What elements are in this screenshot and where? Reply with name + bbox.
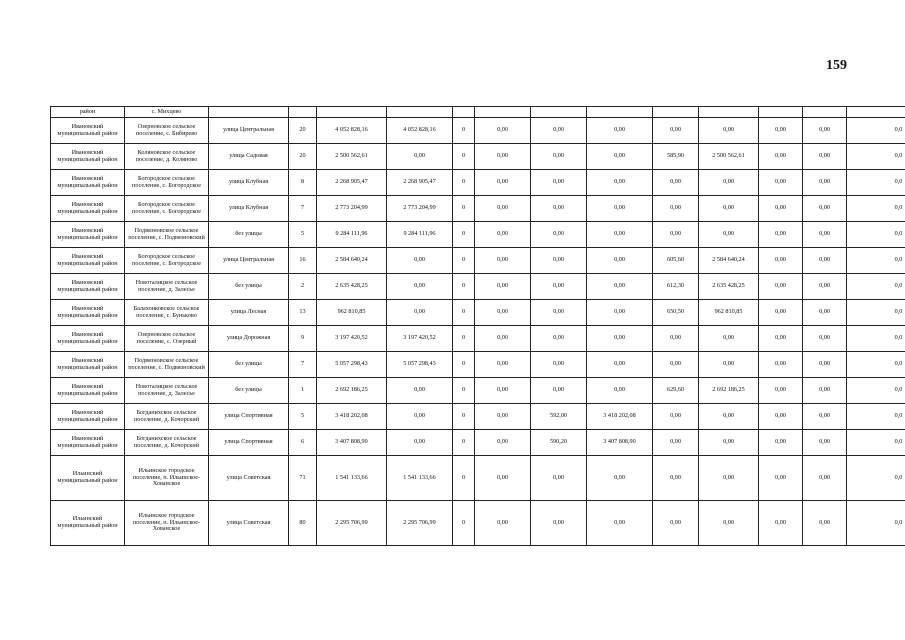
table-cell xyxy=(531,107,587,118)
table-cell: 0,00 xyxy=(759,248,803,274)
table-cell: 0,00 xyxy=(531,378,587,404)
table-cell: улица Садовая xyxy=(209,144,289,170)
table-cell: Новоталицкое сельское поселение, д. Залесье xyxy=(125,378,209,404)
table-cell: 0,00 xyxy=(803,352,847,378)
table-cell: 0,00 xyxy=(699,222,759,248)
table-cell: улица Центральная xyxy=(209,118,289,144)
table-cell: 9 xyxy=(289,326,317,352)
table-cell: 7 xyxy=(289,196,317,222)
table-cell: 0,00 xyxy=(531,456,587,501)
table-cell: Ивановский муниципальный район xyxy=(51,430,125,456)
table-cell: Коляновское сельское поселение, д. Коляново xyxy=(125,144,209,170)
table-row xyxy=(51,274,905,300)
table-row xyxy=(51,404,905,430)
table-cell: 0,00 xyxy=(803,456,847,501)
table-cell: 0,00 xyxy=(803,144,847,170)
table-cell: с. Михцево xyxy=(125,107,209,118)
table-row xyxy=(51,326,905,352)
table-cell: 0,0 xyxy=(847,144,905,170)
table-cell: 0,00 xyxy=(587,274,653,300)
table-cell: Ильинский муниципальный район xyxy=(51,456,125,501)
table-cell: 2 xyxy=(289,274,317,300)
table-cell: 0,00 xyxy=(759,501,803,546)
table-cell: 0,00 xyxy=(475,404,531,430)
table-cell: Богородское сельское поселение, с. Богородское xyxy=(125,248,209,274)
table-cell: 0,00 xyxy=(587,248,653,274)
table-cell: 0,00 xyxy=(653,456,699,501)
table-cell: 0 xyxy=(453,501,475,546)
table-cell: 0,00 xyxy=(587,196,653,222)
table-cell: 0,00 xyxy=(387,248,453,274)
table-cell: Подвязновское сельское поселение, с. Подвязновский xyxy=(125,352,209,378)
table-cell: 0,00 xyxy=(699,326,759,352)
table-cell: улица Спортивная xyxy=(209,430,289,456)
table-cell: 0,00 xyxy=(587,378,653,404)
table-cell: 0 xyxy=(453,222,475,248)
table-cell: 0,0 xyxy=(847,118,905,144)
table-cell: 0,00 xyxy=(587,352,653,378)
table-row xyxy=(51,196,905,222)
table-cell: 5 xyxy=(289,404,317,430)
table-row xyxy=(51,170,905,196)
table-cell: 0,00 xyxy=(759,404,803,430)
table-cell: без улицы xyxy=(209,378,289,404)
table-cell: 0,0 xyxy=(847,456,905,501)
table-cell: 0,00 xyxy=(387,378,453,404)
table-cell: 2 295 706,99 xyxy=(387,501,453,546)
table-cell: 20 xyxy=(289,118,317,144)
table-cell: Балахонковское сельское поселение, с. Буньково xyxy=(125,300,209,326)
table-cell: 3 197 420,52 xyxy=(317,326,387,352)
table-cell: 0,00 xyxy=(475,456,531,501)
table-cell: 0,00 xyxy=(531,170,587,196)
table-cell: 0,00 xyxy=(653,326,699,352)
data-table xyxy=(50,106,905,546)
table-cell: 0,00 xyxy=(759,430,803,456)
table-cell: 962 810,85 xyxy=(317,300,387,326)
table-cell: 0,00 xyxy=(587,170,653,196)
table-cell: 0,0 xyxy=(847,404,905,430)
table-cell: 0,00 xyxy=(803,430,847,456)
table-cell: 5 057 298,43 xyxy=(387,352,453,378)
table-cell: без улицы xyxy=(209,274,289,300)
table-cell: Ивановский муниципальный район xyxy=(51,144,125,170)
table-cell: 0,00 xyxy=(475,378,531,404)
table-cell: 0,00 xyxy=(759,300,803,326)
table-cell: без улицы xyxy=(209,352,289,378)
table-cell: 0,00 xyxy=(699,118,759,144)
table-cell: 0,00 xyxy=(803,300,847,326)
table-cell: 0,00 xyxy=(803,378,847,404)
table-row xyxy=(51,352,905,378)
table-cell: Ивановский муниципальный район xyxy=(51,300,125,326)
table-cell: 650,50 xyxy=(653,300,699,326)
table-cell xyxy=(317,107,387,118)
table-cell: 0,00 xyxy=(653,196,699,222)
table-cell: улица Советская xyxy=(209,456,289,501)
table-cell: 0,00 xyxy=(803,170,847,196)
table-cell: Ивановский муниципальный район xyxy=(51,118,125,144)
table-cell: 3 418 202,08 xyxy=(587,404,653,430)
table-cell: Ильинский муниципальный район xyxy=(51,501,125,546)
table-cell: 590,20 xyxy=(531,430,587,456)
table-cell xyxy=(699,107,759,118)
table-cell: 605,60 xyxy=(653,248,699,274)
table-row xyxy=(51,144,905,170)
table-cell: 0,00 xyxy=(699,404,759,430)
table-cell: 592,00 xyxy=(531,404,587,430)
table-cell: 0 xyxy=(453,144,475,170)
table-cell: Ивановский муниципальный район xyxy=(51,352,125,378)
table-cell: 0,0 xyxy=(847,274,905,300)
table-row xyxy=(51,430,905,456)
table-cell xyxy=(759,107,803,118)
table-cell: 2 268 905,47 xyxy=(387,170,453,196)
table-cell: 0,0 xyxy=(847,501,905,546)
table-cell: 2 692 186,25 xyxy=(317,378,387,404)
table-cell: 2 295 706,99 xyxy=(317,501,387,546)
table-cell: 0,00 xyxy=(653,170,699,196)
table-cell: 0,0 xyxy=(847,378,905,404)
table-cell: Озерновское сельское поселение, с. Бибирево xyxy=(125,118,209,144)
table-body xyxy=(51,107,905,546)
table-row xyxy=(51,107,905,118)
table-row xyxy=(51,456,905,501)
table-cell: 0,00 xyxy=(387,430,453,456)
table-cell: 2 584 640,24 xyxy=(699,248,759,274)
table-cell: 962 810,85 xyxy=(699,300,759,326)
table-cell: 0,00 xyxy=(699,456,759,501)
table-cell: 1 541 133,66 xyxy=(317,456,387,501)
table-row xyxy=(51,248,905,274)
table-cell: 0 xyxy=(453,300,475,326)
table-cell: 13 xyxy=(289,300,317,326)
table-cell: 0,00 xyxy=(587,501,653,546)
table-cell: 0,00 xyxy=(531,196,587,222)
table-cell xyxy=(803,107,847,118)
table-cell: 0,0 xyxy=(847,196,905,222)
table-cell: 9 284 111,96 xyxy=(387,222,453,248)
table-cell: 0,00 xyxy=(531,144,587,170)
table-cell: 0,00 xyxy=(531,300,587,326)
table-cell: 0,00 xyxy=(759,144,803,170)
table-cell: 0,00 xyxy=(699,170,759,196)
table-cell: 0,00 xyxy=(475,326,531,352)
table-cell: 0,00 xyxy=(387,300,453,326)
table-cell: 0,00 xyxy=(475,196,531,222)
table-cell: 0,00 xyxy=(475,144,531,170)
table-cell: улица Центральная xyxy=(209,248,289,274)
table-cell: 2 635 428,25 xyxy=(317,274,387,300)
table-cell: 80 xyxy=(289,501,317,546)
table-row xyxy=(51,300,905,326)
table-cell: 0,00 xyxy=(587,300,653,326)
table-cell: 0,0 xyxy=(847,352,905,378)
table-cell: Ивановский муниципальный район xyxy=(51,170,125,196)
table-cell: 0,00 xyxy=(653,118,699,144)
table-cell: 0,0 xyxy=(847,326,905,352)
table-cell: улица Лесная xyxy=(209,300,289,326)
table-cell: 2 268 905,47 xyxy=(317,170,387,196)
table-cell: 0,00 xyxy=(475,170,531,196)
table-cell xyxy=(475,107,531,118)
table-cell: 0,00 xyxy=(803,326,847,352)
table-cell: 0,00 xyxy=(759,326,803,352)
table-cell: Ивановский муниципальный район xyxy=(51,274,125,300)
table-cell: 0,0 xyxy=(847,430,905,456)
table-cell: Ивановский муниципальный район xyxy=(51,378,125,404)
table-cell: Ивановский муниципальный район xyxy=(51,196,125,222)
table-cell: 0,00 xyxy=(387,274,453,300)
table-cell: 0,00 xyxy=(653,222,699,248)
table-cell: 0,00 xyxy=(587,144,653,170)
table-cell: 0 xyxy=(453,352,475,378)
table-cell: 0,00 xyxy=(653,501,699,546)
table-cell: 3 407 808,90 xyxy=(317,430,387,456)
table-cell: 3 418 202,08 xyxy=(317,404,387,430)
table-cell: 0,0 xyxy=(847,170,905,196)
table-cell: Ильинское городское поселение, п. Ильинское-Хованское xyxy=(125,456,209,501)
table-cell: 8 xyxy=(289,170,317,196)
table-cell: 0 xyxy=(453,326,475,352)
table-cell: 0,00 xyxy=(387,144,453,170)
table-cell: Ивановский муниципальный район xyxy=(51,326,125,352)
table-cell: 612,30 xyxy=(653,274,699,300)
table-cell: 0,00 xyxy=(803,196,847,222)
table-cell: 0,00 xyxy=(759,222,803,248)
table-cell: 0,00 xyxy=(759,170,803,196)
table-cell: улица Клубная xyxy=(209,170,289,196)
table-cell: 629,60 xyxy=(653,378,699,404)
table-cell: 0,00 xyxy=(803,274,847,300)
table-cell: 2 773 204,99 xyxy=(317,196,387,222)
table-cell: улица Клубная xyxy=(209,196,289,222)
table-cell: 0,00 xyxy=(531,352,587,378)
table-cell: 4 052 828,16 xyxy=(317,118,387,144)
table-cell xyxy=(453,107,475,118)
table-cell: 16 xyxy=(289,248,317,274)
table-cell: 0,00 xyxy=(699,430,759,456)
table-cell: 0,00 xyxy=(475,300,531,326)
table-cell: район xyxy=(51,107,125,118)
table-cell: без улицы xyxy=(209,222,289,248)
page-number: 159 xyxy=(826,58,847,73)
table-cell: 0,00 xyxy=(475,274,531,300)
table-cell: 3 407 808,90 xyxy=(587,430,653,456)
table-cell: 0,00 xyxy=(475,222,531,248)
table-cell: 0,00 xyxy=(587,326,653,352)
table-cell xyxy=(587,107,653,118)
table-cell: 0,0 xyxy=(847,300,905,326)
table-cell: Богородское сельское поселение, с. Богородское xyxy=(125,170,209,196)
table-cell: 0,00 xyxy=(803,222,847,248)
table-row xyxy=(51,378,905,404)
table-cell xyxy=(209,107,289,118)
table-cell: 0,00 xyxy=(531,222,587,248)
table-cell: улица Спортивная xyxy=(209,404,289,430)
table-cell xyxy=(847,107,905,118)
table-row xyxy=(51,118,905,144)
table-cell: 0,00 xyxy=(803,118,847,144)
table-cell: 3 197 420,52 xyxy=(387,326,453,352)
table-cell: 0 xyxy=(453,274,475,300)
table-cell xyxy=(653,107,699,118)
table-cell: 6 xyxy=(289,430,317,456)
table-cell: 0 xyxy=(453,404,475,430)
table-cell: 2 692 186,25 xyxy=(699,378,759,404)
table-cell: улица Советская xyxy=(209,501,289,546)
table-cell: 5 057 298,43 xyxy=(317,352,387,378)
table-cell: 0,00 xyxy=(653,404,699,430)
table-cell: Богданихское сельское поселение, д. Кочорский xyxy=(125,404,209,430)
table-cell: улица Дорожная xyxy=(209,326,289,352)
table-cell: 0,00 xyxy=(531,501,587,546)
table-cell: 0 xyxy=(453,196,475,222)
table-cell: 0,00 xyxy=(475,501,531,546)
table-cell: Ильинское городское поселение, п. Ильинское-Хованское xyxy=(125,501,209,546)
table-cell: 0,00 xyxy=(531,248,587,274)
table-cell: 0,00 xyxy=(587,456,653,501)
table-cell: Богородское сельское поселение, с. Богородское xyxy=(125,196,209,222)
table-cell: 0,00 xyxy=(475,118,531,144)
table-cell: 0 xyxy=(453,170,475,196)
table-cell: 0,00 xyxy=(387,404,453,430)
table-cell: 4 052 828,16 xyxy=(387,118,453,144)
table-cell: 2 635 428,25 xyxy=(699,274,759,300)
table-cell: 0,00 xyxy=(803,248,847,274)
table-cell: 0,00 xyxy=(699,501,759,546)
table-cell: Ивановский муниципальный район xyxy=(51,222,125,248)
table-cell: Новоталицкое сельское поселение, д. Залесье xyxy=(125,274,209,300)
table-cell: 0,00 xyxy=(475,352,531,378)
table-cell: 585,90 xyxy=(653,144,699,170)
table-cell: 0,00 xyxy=(803,501,847,546)
table-cell: 2 584 640,24 xyxy=(317,248,387,274)
table-cell: 0,00 xyxy=(759,274,803,300)
table-container xyxy=(50,106,905,572)
table-cell: 0,00 xyxy=(475,248,531,274)
table-cell: Подвязновское сельское поселение, с. Подвязновский xyxy=(125,222,209,248)
table-cell: Ивановский муниципальный район xyxy=(51,404,125,430)
table-cell: 20 xyxy=(289,144,317,170)
table-cell: 0,00 xyxy=(699,196,759,222)
table-row xyxy=(51,501,905,546)
table-cell xyxy=(387,107,453,118)
table-cell: 0 xyxy=(453,430,475,456)
table-cell: Богданихское сельское поселение, д. Кочорский xyxy=(125,430,209,456)
table-cell: 0,00 xyxy=(587,118,653,144)
table-cell: 9 284 111,96 xyxy=(317,222,387,248)
table-cell: Ивановский муниципальный район xyxy=(51,248,125,274)
table-cell: 5 xyxy=(289,222,317,248)
table-row xyxy=(51,222,905,248)
table-cell: 2 500 562,61 xyxy=(699,144,759,170)
table-cell: 0 xyxy=(453,118,475,144)
table-cell: 0,00 xyxy=(475,430,531,456)
table-cell: 0,00 xyxy=(531,326,587,352)
table-cell: 0,00 xyxy=(759,352,803,378)
table-cell: 0,00 xyxy=(653,430,699,456)
table-cell: 71 xyxy=(289,456,317,501)
table-cell: 0 xyxy=(453,378,475,404)
table-cell: 2 773 204,99 xyxy=(387,196,453,222)
table-cell: 2 500 562,61 xyxy=(317,144,387,170)
table-cell: Озерновское сельское поселение, с. Озерный xyxy=(125,326,209,352)
table-cell: 0,00 xyxy=(587,222,653,248)
table-cell: 0,00 xyxy=(759,196,803,222)
table-cell: 0,0 xyxy=(847,248,905,274)
table-cell: 0,00 xyxy=(653,352,699,378)
table-cell: 1 541 133,66 xyxy=(387,456,453,501)
table-cell: 0 xyxy=(453,456,475,501)
table-cell: 0,00 xyxy=(759,378,803,404)
table-cell: 0,00 xyxy=(531,118,587,144)
table-cell: 0,00 xyxy=(759,118,803,144)
table-cell: 0,00 xyxy=(803,404,847,430)
table-cell: 1 xyxy=(289,378,317,404)
table-cell xyxy=(289,107,317,118)
table-cell: 7 xyxy=(289,352,317,378)
table-cell: 0,00 xyxy=(531,274,587,300)
table-cell: 0 xyxy=(453,248,475,274)
table-cell: 0,00 xyxy=(759,456,803,501)
table-cell: 0,0 xyxy=(847,222,905,248)
table-cell: 0,00 xyxy=(699,352,759,378)
